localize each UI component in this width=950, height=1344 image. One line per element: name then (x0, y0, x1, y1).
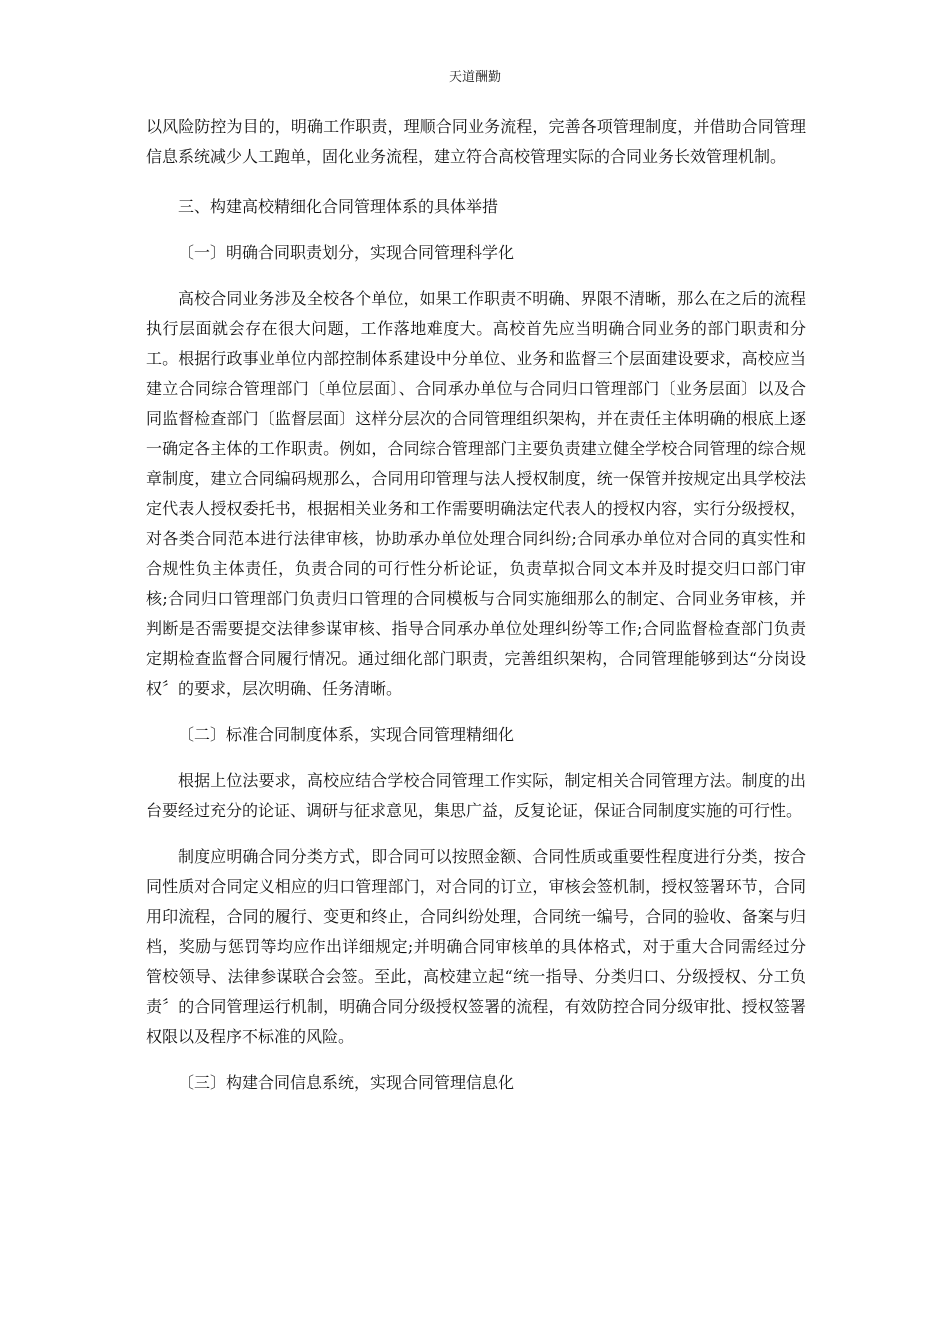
subsection-heading-2: 〔二〕标准合同制度体系，实现合同管理精细化 (178, 725, 515, 744)
subsection-heading-1: 〔一〕明确合同职责划分，实现合同管理科学化 (178, 243, 515, 262)
section-heading-3: 三、构建高校精细化合同管理体系的具体举措 (178, 197, 499, 216)
paragraph-intro: 以风险防控为目的，明确工作职责，理顺合同业务流程，完善各项管理制度，并借助合同管理信息系统减少人工跑单，固化业务流程，建立符合高校管理实际的合同业务长效管理机制。 (146, 117, 806, 166)
subsection-heading-3: 〔三〕构建合同信息系统，实现合同管理信息化 (178, 1073, 515, 1092)
paragraph-responsibilities: 高校合同业务涉及全校各个单位，如果工作职责不明确、界限不清晰，那么在之后的流程执行层面就会存在很大问题，工作落地难度大。高校首先应当明确合同业务的部门职责和分工。根据行政事业单位内部控制体系建设中分单位、业务和监督三个层面建设要求，高校应当建立合同综合管理部门〔单位层面〕、合同承办单位与合同归口管理部门〔业务层面〕以及合同监督检查部门〔监督层面〕这样分层次的合同管理组织架构，并在责任主体明确的根底上逐一确定各主体的工作职责。例如，合同综合管理部门主要负责建立健全学校合同管理的综合规章制度，建立合同编码规那么，合同用印管理与法人授权制度，统一保管并按规定出具学校法定代表人授权委托书，根据相关业务和工作需要明确法定代表人的授权内容，实行分级授权，对各类合同范本进行法律审核，协助承办单位处理合同纠纷;合同承办单位对合同的真实性和合规性负主体责任，负责合同的可行性分析论证，负责草拟合同文本并及时提交归口部门审核;合同归口管理部门负责归口管理的合同模板与合同实施细那么的制定、合同业务审核，并判断是否需要提交法律参谋审核、指导合同承办单位处理纠纷等工作;合同监督检查部门负责定期检查监督合同履行情况。通过细化部门职责，完善组织架构，合同管理能够到达“分岗设权〞的要求，层次明确、任务清晰。 (146, 289, 806, 698)
page-header: 天道酬勤 (448, 70, 501, 85)
paragraph-regulations: 根据上位法要求，高校应结合学校合同管理工作实际，制定相关合同管理方法。制度的出台要经过充分的论证、调研与征求意见，集思广益，反复论证，保证合同制度实施的可行性。 (146, 771, 806, 820)
document-body (146, 112, 806, 1098)
paragraph-classification: 制度应明确合同分类方式，即合同可以按照金额、合同性质或重要性程度进行分类，按合同性质对合同定义相应的归口管理部门，对合同的订立，审核会签机制，授权签署环节，合同用印流程，合同的履行、变更和终止，合同纠纷处理，合同统一编号，合同的验收、备案与归档，奖励与惩罚等均应作出详细规定;并明确合同审核单的具体格式，对于重大合同需经过分管校领导、法律参谋联合会签。至此，高校建立起“统一指导、分类归口、分级授权、分工负责〞的合同管理运行机制，明确合同分级授权签署的流程，有效防控合同分级审批、授权签署权限以及程序不标准的风险。 (146, 847, 806, 1046)
